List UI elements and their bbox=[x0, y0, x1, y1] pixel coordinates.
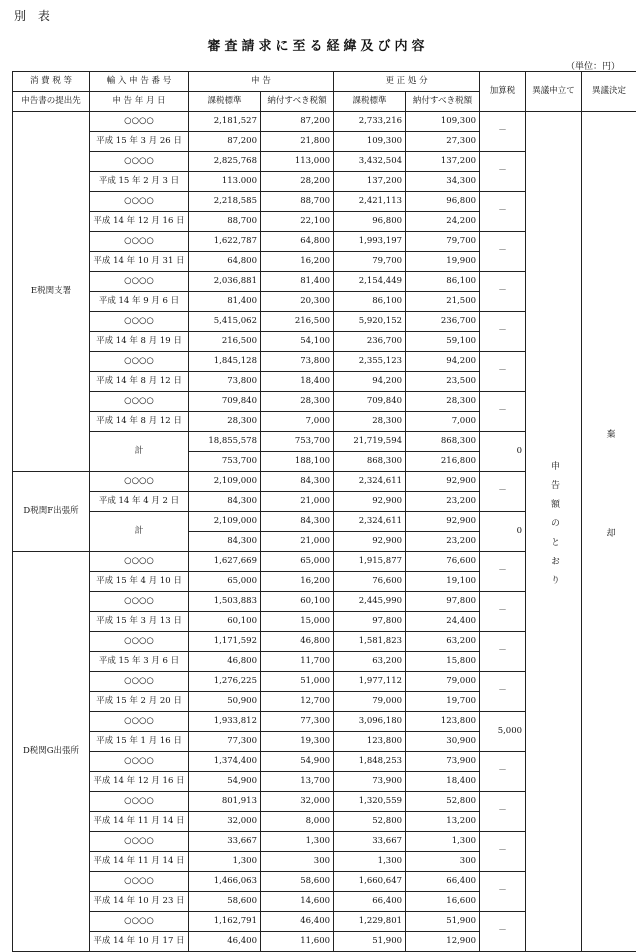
declaration-date: 平成 14 年 8 月 12 日 bbox=[90, 372, 189, 392]
import-number: ○○○○ bbox=[90, 552, 189, 572]
declared-tax: 11,600 bbox=[261, 932, 334, 952]
corrected-base: 109,300 bbox=[334, 132, 406, 152]
declared-base: 1,171,592 bbox=[189, 632, 261, 652]
corrected-tax: 96,800 bbox=[406, 192, 480, 212]
corrected-base: 1,229,801 bbox=[334, 912, 406, 932]
declared-tax: 84,300 bbox=[261, 512, 334, 532]
corrected-base: 1,320,559 bbox=[334, 792, 406, 812]
declared-base: 801,913 bbox=[189, 792, 261, 812]
declared-base: 113.000 bbox=[189, 172, 261, 192]
declared-base: 2,109,000 bbox=[189, 472, 261, 492]
declared-tax: 32,000 bbox=[261, 792, 334, 812]
office-name: D税関F出張所 bbox=[13, 472, 90, 552]
declared-tax: 81,400 bbox=[261, 272, 334, 292]
col-decl-tax: 納付すべき税額 bbox=[261, 92, 334, 112]
import-number: ○○○○ bbox=[90, 392, 189, 412]
corrected-tax: 76,600 bbox=[406, 552, 480, 572]
declaration-date: 平成 15 年 3 月 6 日 bbox=[90, 652, 189, 672]
declared-base: 1,933,812 bbox=[189, 712, 261, 732]
corrected-tax: 92,900 bbox=[406, 512, 480, 532]
corrected-base: 94,200 bbox=[334, 372, 406, 392]
document-title: 審査請求に至る経緯及び内容 bbox=[207, 39, 429, 54]
declared-base: 1,622,787 bbox=[189, 232, 261, 252]
corrected-tax: 59,100 bbox=[406, 332, 480, 352]
decision-cell bbox=[582, 112, 636, 952]
corrected-tax: 109,300 bbox=[406, 112, 480, 132]
declared-tax: 51,000 bbox=[261, 672, 334, 692]
declaration-date: 平成 15 年 2 月 3 日 bbox=[90, 172, 189, 192]
col-filer-bottom: 申告書の提出先 bbox=[13, 92, 90, 112]
declaration-date: 平成 14 年 10 月 31 日 bbox=[90, 252, 189, 272]
declared-tax: 7,000 bbox=[261, 412, 334, 432]
declared-tax: 20,300 bbox=[261, 292, 334, 312]
corrected-tax: 66,400 bbox=[406, 872, 480, 892]
penalty-value: － bbox=[480, 112, 526, 152]
declared-base: 1,276,225 bbox=[189, 672, 261, 692]
penalty-value: － bbox=[480, 792, 526, 832]
declared-tax: 113,000 bbox=[261, 152, 334, 172]
import-number: ○○○○ bbox=[90, 352, 189, 372]
declared-tax: 54,900 bbox=[261, 752, 334, 772]
declared-tax: 16,200 bbox=[261, 252, 334, 272]
corrected-base: 2,445,990 bbox=[334, 592, 406, 612]
declared-base: 84,300 bbox=[189, 532, 261, 552]
corrected-base: 709,840 bbox=[334, 392, 406, 412]
corrected-tax: 13,200 bbox=[406, 812, 480, 832]
corrected-tax: 23,200 bbox=[406, 492, 480, 512]
corrected-tax: 27,300 bbox=[406, 132, 480, 152]
declared-base: 1,300 bbox=[189, 852, 261, 872]
corrected-tax: 19,700 bbox=[406, 692, 480, 712]
declared-tax: 13,700 bbox=[261, 772, 334, 792]
col-penalty: 加算税 bbox=[480, 72, 526, 112]
corrected-base: 868,300 bbox=[334, 452, 406, 472]
penalty-value: － bbox=[480, 912, 526, 952]
penalty-value: － bbox=[480, 152, 526, 192]
declaration-date: 平成 14 年 9 月 6 日 bbox=[90, 292, 189, 312]
corrected-base: 92,900 bbox=[334, 492, 406, 512]
declared-base: 2,109,000 bbox=[189, 512, 261, 532]
corrected-tax: 97,800 bbox=[406, 592, 480, 612]
declared-tax: 21,800 bbox=[261, 132, 334, 152]
declared-tax: 65,000 bbox=[261, 552, 334, 572]
corrected-base: 96,800 bbox=[334, 212, 406, 232]
import-number: ○○○○ bbox=[90, 752, 189, 772]
declared-base: 2,218,585 bbox=[189, 192, 261, 212]
declared-tax: 21,000 bbox=[261, 492, 334, 512]
penalty-value: － bbox=[480, 872, 526, 912]
declared-base: 50,900 bbox=[189, 692, 261, 712]
declared-tax: 54,100 bbox=[261, 332, 334, 352]
corrected-tax: 51,900 bbox=[406, 912, 480, 932]
total-label: 計 bbox=[90, 432, 189, 472]
corrected-tax: 94,200 bbox=[406, 352, 480, 372]
corrected-tax: 1,300 bbox=[406, 832, 480, 852]
corrected-tax: 24,400 bbox=[406, 612, 480, 632]
declared-base: 33,667 bbox=[189, 832, 261, 852]
import-number: ○○○○ bbox=[90, 312, 189, 332]
corrected-base: 1,300 bbox=[334, 852, 406, 872]
declared-base: 709,840 bbox=[189, 392, 261, 412]
declared-base: 81,400 bbox=[189, 292, 261, 312]
corrected-base: 236,700 bbox=[334, 332, 406, 352]
corrected-base: 3,432,504 bbox=[334, 152, 406, 172]
penalty-value: － bbox=[480, 592, 526, 632]
declared-base: 73,800 bbox=[189, 372, 261, 392]
declared-base: 87,200 bbox=[189, 132, 261, 152]
declaration-date: 平成 14 年 10 月 23 日 bbox=[90, 892, 189, 912]
declared-base: 1,374,400 bbox=[189, 752, 261, 772]
import-number: ○○○○ bbox=[90, 112, 189, 132]
declared-base: 60,100 bbox=[189, 612, 261, 632]
declared-base: 1,162,791 bbox=[189, 912, 261, 932]
decision-text: 棄却 bbox=[604, 428, 615, 627]
declared-tax: 77,300 bbox=[261, 712, 334, 732]
corrected-base: 21,719,594 bbox=[334, 432, 406, 452]
declared-tax: 18,400 bbox=[261, 372, 334, 392]
corrected-tax: 18,400 bbox=[406, 772, 480, 792]
col-decision: 異議決定 bbox=[582, 72, 636, 112]
penalty-value: 0 bbox=[480, 432, 526, 472]
penalty-value: － bbox=[480, 752, 526, 792]
corrected-tax: 300 bbox=[406, 852, 480, 872]
corrected-tax: 137,200 bbox=[406, 152, 480, 172]
corrected-base: 51,900 bbox=[334, 932, 406, 952]
declared-tax: 58,600 bbox=[261, 872, 334, 892]
import-number: ○○○○ bbox=[90, 832, 189, 852]
declared-tax: 28,200 bbox=[261, 172, 334, 192]
declared-tax: 1,300 bbox=[261, 832, 334, 852]
declaration-date: 平成 15 年 1 月 16 日 bbox=[90, 732, 189, 752]
import-number: ○○○○ bbox=[90, 232, 189, 252]
declared-tax: 64,800 bbox=[261, 232, 334, 252]
corrected-tax: 868,300 bbox=[406, 432, 480, 452]
corrected-tax: 73,900 bbox=[406, 752, 480, 772]
import-number: ○○○○ bbox=[90, 872, 189, 892]
corrected-tax: 63,200 bbox=[406, 632, 480, 652]
appendix-label: 別 表 bbox=[14, 9, 54, 23]
corrected-base: 76,600 bbox=[334, 572, 406, 592]
objection-cell bbox=[526, 112, 582, 952]
corrected-tax: 24,200 bbox=[406, 212, 480, 232]
corrected-tax: 86,100 bbox=[406, 272, 480, 292]
declaration-date: 平成 15 年 3 月 13 日 bbox=[90, 612, 189, 632]
col-import-top: 輸 入 申 告 番 号 bbox=[90, 72, 189, 92]
corrected-base: 52,800 bbox=[334, 812, 406, 832]
declared-base: 216,500 bbox=[189, 332, 261, 352]
corrected-tax: 19,900 bbox=[406, 252, 480, 272]
corrected-base: 137,200 bbox=[334, 172, 406, 192]
corrected-base: 63,200 bbox=[334, 652, 406, 672]
penalty-value: － bbox=[480, 672, 526, 712]
corrected-base: 1,581,823 bbox=[334, 632, 406, 652]
corrected-tax: 23,200 bbox=[406, 532, 480, 552]
col-filer-top: 消 費 税 等 bbox=[13, 72, 90, 92]
corrected-tax: 79,000 bbox=[406, 672, 480, 692]
import-number: ○○○○ bbox=[90, 592, 189, 612]
declared-tax: 12,700 bbox=[261, 692, 334, 712]
declared-tax: 87,200 bbox=[261, 112, 334, 132]
declared-base: 77,300 bbox=[189, 732, 261, 752]
corrected-tax: 123,800 bbox=[406, 712, 480, 732]
import-number: ○○○○ bbox=[90, 792, 189, 812]
import-number: ○○○○ bbox=[90, 192, 189, 212]
corrected-base: 5,920,152 bbox=[334, 312, 406, 332]
declared-tax: 46,400 bbox=[261, 912, 334, 932]
corrected-tax: 236,700 bbox=[406, 312, 480, 332]
declared-base: 46,800 bbox=[189, 652, 261, 672]
declared-base: 1,627,669 bbox=[189, 552, 261, 572]
declared-tax: 188,100 bbox=[261, 452, 334, 472]
declaration-date: 平成 14 年 12 月 16 日 bbox=[90, 772, 189, 792]
corrected-base: 123,800 bbox=[334, 732, 406, 752]
import-number: ○○○○ bbox=[90, 672, 189, 692]
col-import-bottom: 申 告 年 月 日 bbox=[90, 92, 189, 112]
penalty-value: － bbox=[480, 832, 526, 872]
total-label: 計 bbox=[90, 512, 189, 552]
corrected-base: 1,993,197 bbox=[334, 232, 406, 252]
corrected-tax: 16,600 bbox=[406, 892, 480, 912]
objection-text: 申告額のとおり bbox=[549, 461, 560, 594]
penalty-value: － bbox=[480, 312, 526, 352]
declared-tax: 21,000 bbox=[261, 532, 334, 552]
declared-base: 1,503,883 bbox=[189, 592, 261, 612]
declared-base: 18,855,578 bbox=[189, 432, 261, 452]
declared-base: 46,400 bbox=[189, 932, 261, 952]
corrected-tax: 7,000 bbox=[406, 412, 480, 432]
import-number: ○○○○ bbox=[90, 152, 189, 172]
penalty-value: － bbox=[480, 392, 526, 432]
import-number: ○○○○ bbox=[90, 472, 189, 492]
corrected-base: 28,300 bbox=[334, 412, 406, 432]
declared-base: 1,466,063 bbox=[189, 872, 261, 892]
corrected-tax: 12,900 bbox=[406, 932, 480, 952]
declared-tax: 46,800 bbox=[261, 632, 334, 652]
corrected-base: 92,900 bbox=[334, 532, 406, 552]
declared-tax: 14,600 bbox=[261, 892, 334, 912]
declaration-date: 平成 14 年 12 月 16 日 bbox=[90, 212, 189, 232]
corrected-base: 86,100 bbox=[334, 292, 406, 312]
col-decl-base: 課税標準 bbox=[189, 92, 261, 112]
declared-tax: 11,700 bbox=[261, 652, 334, 672]
corrected-base: 79,700 bbox=[334, 252, 406, 272]
corrected-tax: 34,300 bbox=[406, 172, 480, 192]
penalty-value: － bbox=[480, 352, 526, 392]
unit-label: （単位：円） bbox=[565, 62, 620, 72]
header-row-1 bbox=[13, 72, 636, 92]
declaration-date: 平成 14 年 11 月 14 日 bbox=[90, 812, 189, 832]
corrected-tax: 21,500 bbox=[406, 292, 480, 312]
corrected-base: 79,000 bbox=[334, 692, 406, 712]
penalty-value: － bbox=[480, 272, 526, 312]
declared-tax: 19,300 bbox=[261, 732, 334, 752]
corrected-tax: 92,900 bbox=[406, 472, 480, 492]
declared-base: 2,036,881 bbox=[189, 272, 261, 292]
office-name: D税関G出張所 bbox=[13, 552, 90, 952]
declared-base: 54,900 bbox=[189, 772, 261, 792]
penalty-value: － bbox=[480, 192, 526, 232]
corrected-tax: 19,100 bbox=[406, 572, 480, 592]
declaration-date: 平成 14 年 8 月 19 日 bbox=[90, 332, 189, 352]
col-corr-tax: 納付すべき税額 bbox=[406, 92, 480, 112]
penalty-value: － bbox=[480, 632, 526, 672]
table-row bbox=[13, 112, 636, 132]
import-number: ○○○○ bbox=[90, 712, 189, 732]
declaration-date: 平成 14 年 8 月 12 日 bbox=[90, 412, 189, 432]
corrected-base: 66,400 bbox=[334, 892, 406, 912]
corrected-base: 1,660,647 bbox=[334, 872, 406, 892]
corrected-base: 97,800 bbox=[334, 612, 406, 632]
corrected-tax: 52,800 bbox=[406, 792, 480, 812]
declared-base: 2,181,527 bbox=[189, 112, 261, 132]
corrected-base: 2,733,216 bbox=[334, 112, 406, 132]
corrected-base: 2,154,449 bbox=[334, 272, 406, 292]
declaration-date: 平成 14 年 11 月 14 日 bbox=[90, 852, 189, 872]
declared-tax: 28,300 bbox=[261, 392, 334, 412]
declared-tax: 753,700 bbox=[261, 432, 334, 452]
corrected-tax: 15,800 bbox=[406, 652, 480, 672]
corrected-base: 1,848,253 bbox=[334, 752, 406, 772]
declared-base: 65,000 bbox=[189, 572, 261, 592]
corrected-base: 2,324,611 bbox=[334, 472, 406, 492]
declared-base: 5,415,062 bbox=[189, 312, 261, 332]
declared-tax: 73,800 bbox=[261, 352, 334, 372]
declared-base: 753,700 bbox=[189, 452, 261, 472]
declared-base: 32,000 bbox=[189, 812, 261, 832]
corrected-tax: 79,700 bbox=[406, 232, 480, 252]
declared-tax: 300 bbox=[261, 852, 334, 872]
office-name: E税関支署 bbox=[13, 112, 90, 472]
corrected-base: 3,096,180 bbox=[334, 712, 406, 732]
penalty-value: － bbox=[480, 232, 526, 272]
declared-tax: 16,200 bbox=[261, 572, 334, 592]
declaration-date: 平成 15 年 4 月 10 日 bbox=[90, 572, 189, 592]
corrected-base: 2,421,113 bbox=[334, 192, 406, 212]
penalty-value: 0 bbox=[480, 512, 526, 552]
corrected-base: 73,900 bbox=[334, 772, 406, 792]
penalty-value: 5,000 bbox=[480, 712, 526, 752]
corrected-base: 1,977,112 bbox=[334, 672, 406, 692]
col-corr-base: 課税標準 bbox=[334, 92, 406, 112]
corrected-base: 2,355,123 bbox=[334, 352, 406, 372]
declaration-date: 平成 14 年 4 月 2 日 bbox=[90, 492, 189, 512]
corrected-base: 1,915,877 bbox=[334, 552, 406, 572]
declared-base: 28,300 bbox=[189, 412, 261, 432]
declared-tax: 60,100 bbox=[261, 592, 334, 612]
declared-tax: 88,700 bbox=[261, 192, 334, 212]
declared-tax: 22,100 bbox=[261, 212, 334, 232]
declaration-date: 平成 14 年 10 月 17 日 bbox=[90, 932, 189, 952]
corrected-tax: 28,300 bbox=[406, 392, 480, 412]
review-table bbox=[12, 71, 636, 952]
declared-tax: 216,500 bbox=[261, 312, 334, 332]
declaration-date: 平成 15 年 3 月 26 日 bbox=[90, 132, 189, 152]
declared-tax: 15,000 bbox=[261, 612, 334, 632]
corrected-tax: 30,900 bbox=[406, 732, 480, 752]
declared-base: 2,825,768 bbox=[189, 152, 261, 172]
declared-tax: 8,000 bbox=[261, 812, 334, 832]
col-objection: 異議申立て bbox=[526, 72, 582, 112]
import-number: ○○○○ bbox=[90, 272, 189, 292]
corrected-base: 33,667 bbox=[334, 832, 406, 852]
declared-base: 88,700 bbox=[189, 212, 261, 232]
penalty-value: － bbox=[480, 472, 526, 512]
corrected-tax: 23,500 bbox=[406, 372, 480, 392]
declared-base: 58,600 bbox=[189, 892, 261, 912]
declared-base: 64,800 bbox=[189, 252, 261, 272]
import-number: ○○○○ bbox=[90, 632, 189, 652]
corrected-base: 2,324,611 bbox=[334, 512, 406, 532]
col-correction: 更 正 処 分 bbox=[334, 72, 480, 92]
col-declaration: 申 告 bbox=[189, 72, 334, 92]
declared-base: 84,300 bbox=[189, 492, 261, 512]
declaration-date: 平成 15 年 2 月 20 日 bbox=[90, 692, 189, 712]
import-number: ○○○○ bbox=[90, 912, 189, 932]
declared-base: 1,845,128 bbox=[189, 352, 261, 372]
corrected-tax: 216,800 bbox=[406, 452, 480, 472]
penalty-value: － bbox=[480, 552, 526, 592]
declared-tax: 84,300 bbox=[261, 472, 334, 492]
